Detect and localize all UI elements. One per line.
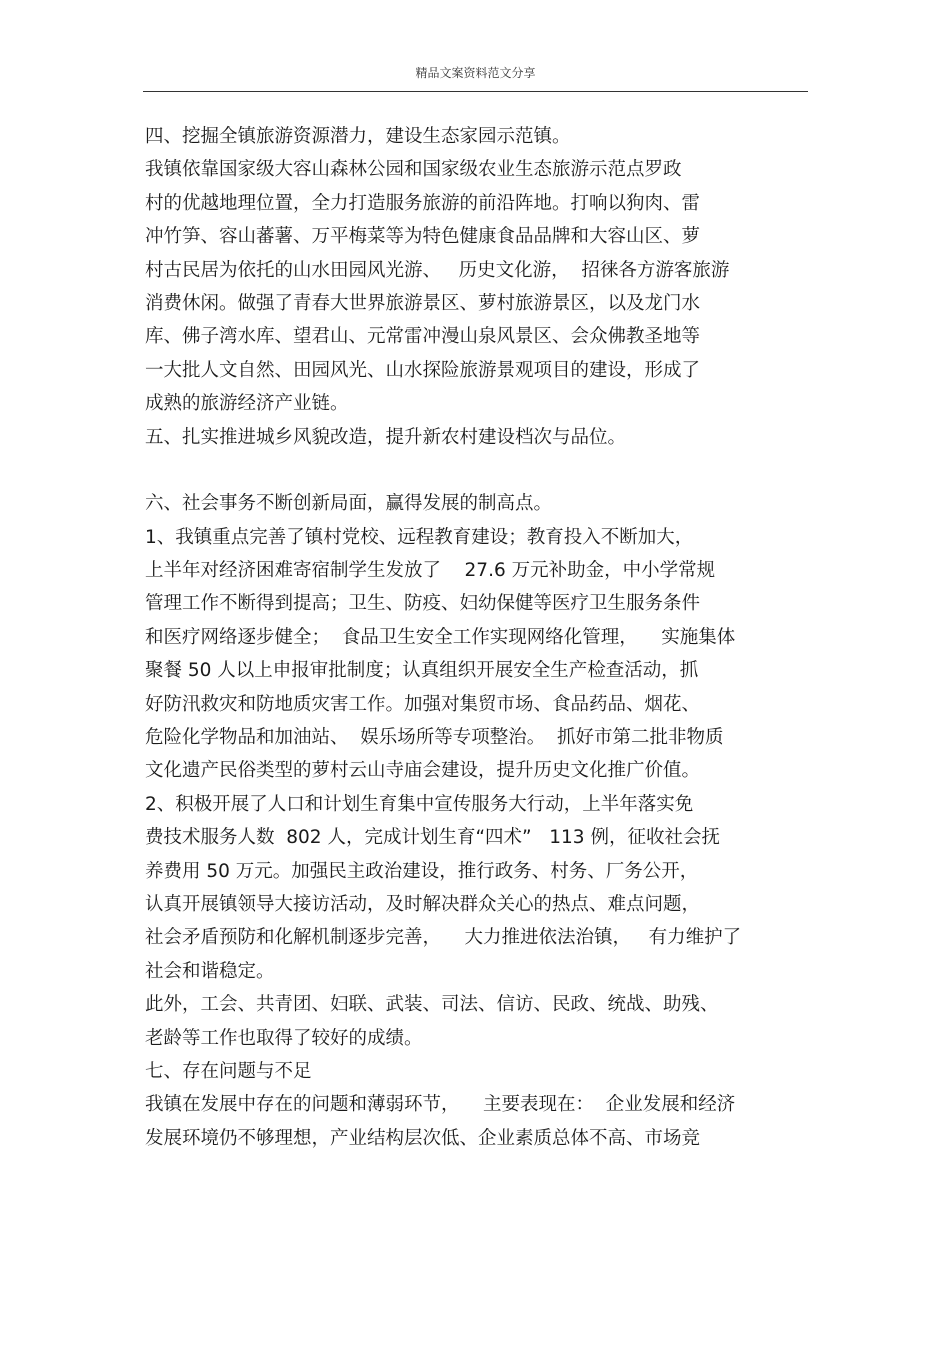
- text-line: 发展环境仍不够理想，产业结构层次低、企业素质总体不高、市场竞: [145, 1127, 701, 1149]
- text-line: 四、挖掘全镇旅游资源潜力，建设生态家园示范镇。: [145, 126, 571, 147]
- text-line: 聚餐 50 人以上申报审批制度；认真组织开展安全生产检查活动，抓: [145, 660, 699, 682]
- text-line: 成熟的旅游经济产业链。: [145, 393, 349, 415]
- text-line: 管理工作不断得到提高；卫生、防疫、妇幼保健等医疗卫生服务条件: [145, 593, 701, 615]
- text-line: 村古民居为依托的山水田园风光游、 历史文化游， 招徕各方游客旅游: [145, 259, 730, 281]
- text-line: 我镇在发展中存在的问题和薄弱环节， 主要表现在： 企业发展和经济: [145, 1094, 736, 1116]
- document-body: [145, 120, 810, 1155]
- text-line: [145, 454, 810, 487]
- text-line: 村的优越地理位置，全力打造服务旅游的前沿阵地。打响以狗肉、雷: [145, 192, 701, 214]
- text-line: 库、佛子湾水库、望君山、元常雷冲漫山泉风景区、会众佛教圣地等: [145, 326, 701, 348]
- text-line: 一大批人文自然、田园风光、山水探险旅游景观项目的建设，形成了: [145, 359, 701, 381]
- text-line: 七、存在问题与不足: [145, 1060, 312, 1082]
- text-line: 冲竹笋、容山蕃薯、万平梅菜等为特色健康食品品牌和大容山区、萝: [145, 226, 701, 248]
- text-line: 老龄等工作也取得了较好的成绩。: [145, 1027, 423, 1049]
- text-line: 上半年对经济困难寄宿制学生发放了 27.6 万元补助金，中小学常规: [145, 560, 716, 582]
- text-line: 1、我镇重点完善了镇村党校、远程教育建设；教育投入不断加大，: [145, 526, 694, 548]
- text-line: 六、社会事务不断创新局面，赢得发展的制高点。: [145, 493, 553, 515]
- text-line: 费技术服务人数 802 人，完成计划生育“四术” 113 例，征收社会抚: [145, 827, 720, 849]
- text-line: 五、扎实推进城乡风貌改造，提升新农村建设档次与品位。: [145, 426, 627, 448]
- text-line: 社会和谐稳定。: [145, 960, 275, 982]
- text-line: 认真开展镇领导大接访活动，及时解决群众关心的热点、难点问题，: [145, 893, 701, 915]
- text-line: 和医疗网络逐步健全； 食品卫生安全工作实现网络化管理， 实施集体: [145, 626, 736, 648]
- page-header: 精品文案资料范文分享: [415, 66, 536, 80]
- text-line: 我镇依靠国家级大容山森林公园和国家级农业生态旅游示范点罗政: [145, 159, 682, 181]
- text-line: 危险化学物品和加油站、 娱乐场所等专项整治。 抓好市第二批非物质: [145, 727, 724, 749]
- text-line: 好防汛救灾和防地质灾害工作。加强对集贸市场、食品药品、烟花、: [145, 693, 701, 715]
- text-line: 此外，工会、共青团、妇联、武装、司法、信访、民政、统战、助残、: [145, 994, 719, 1016]
- text-line: 文化遗产民俗类型的萝村云山寺庙会建设，提升历史文化推广价值。: [145, 760, 701, 782]
- text-line: 消费休闲。做强了青春大世界旅游景区、萝村旅游景区，以及龙门水: [145, 292, 701, 314]
- text-line: 2、积极开展了人口和计划生育集中宣传服务大行动，上半年落实免: [145, 793, 694, 815]
- header-divider: [143, 91, 808, 92]
- text-line: 养费用 50 万元。加强民主政治建设，推行政务、村务、厂务公开，: [145, 860, 699, 882]
- text-line: 社会矛盾预防和化解机制逐步完善， 大力推进依法治镇， 有力维护了: [145, 927, 742, 949]
